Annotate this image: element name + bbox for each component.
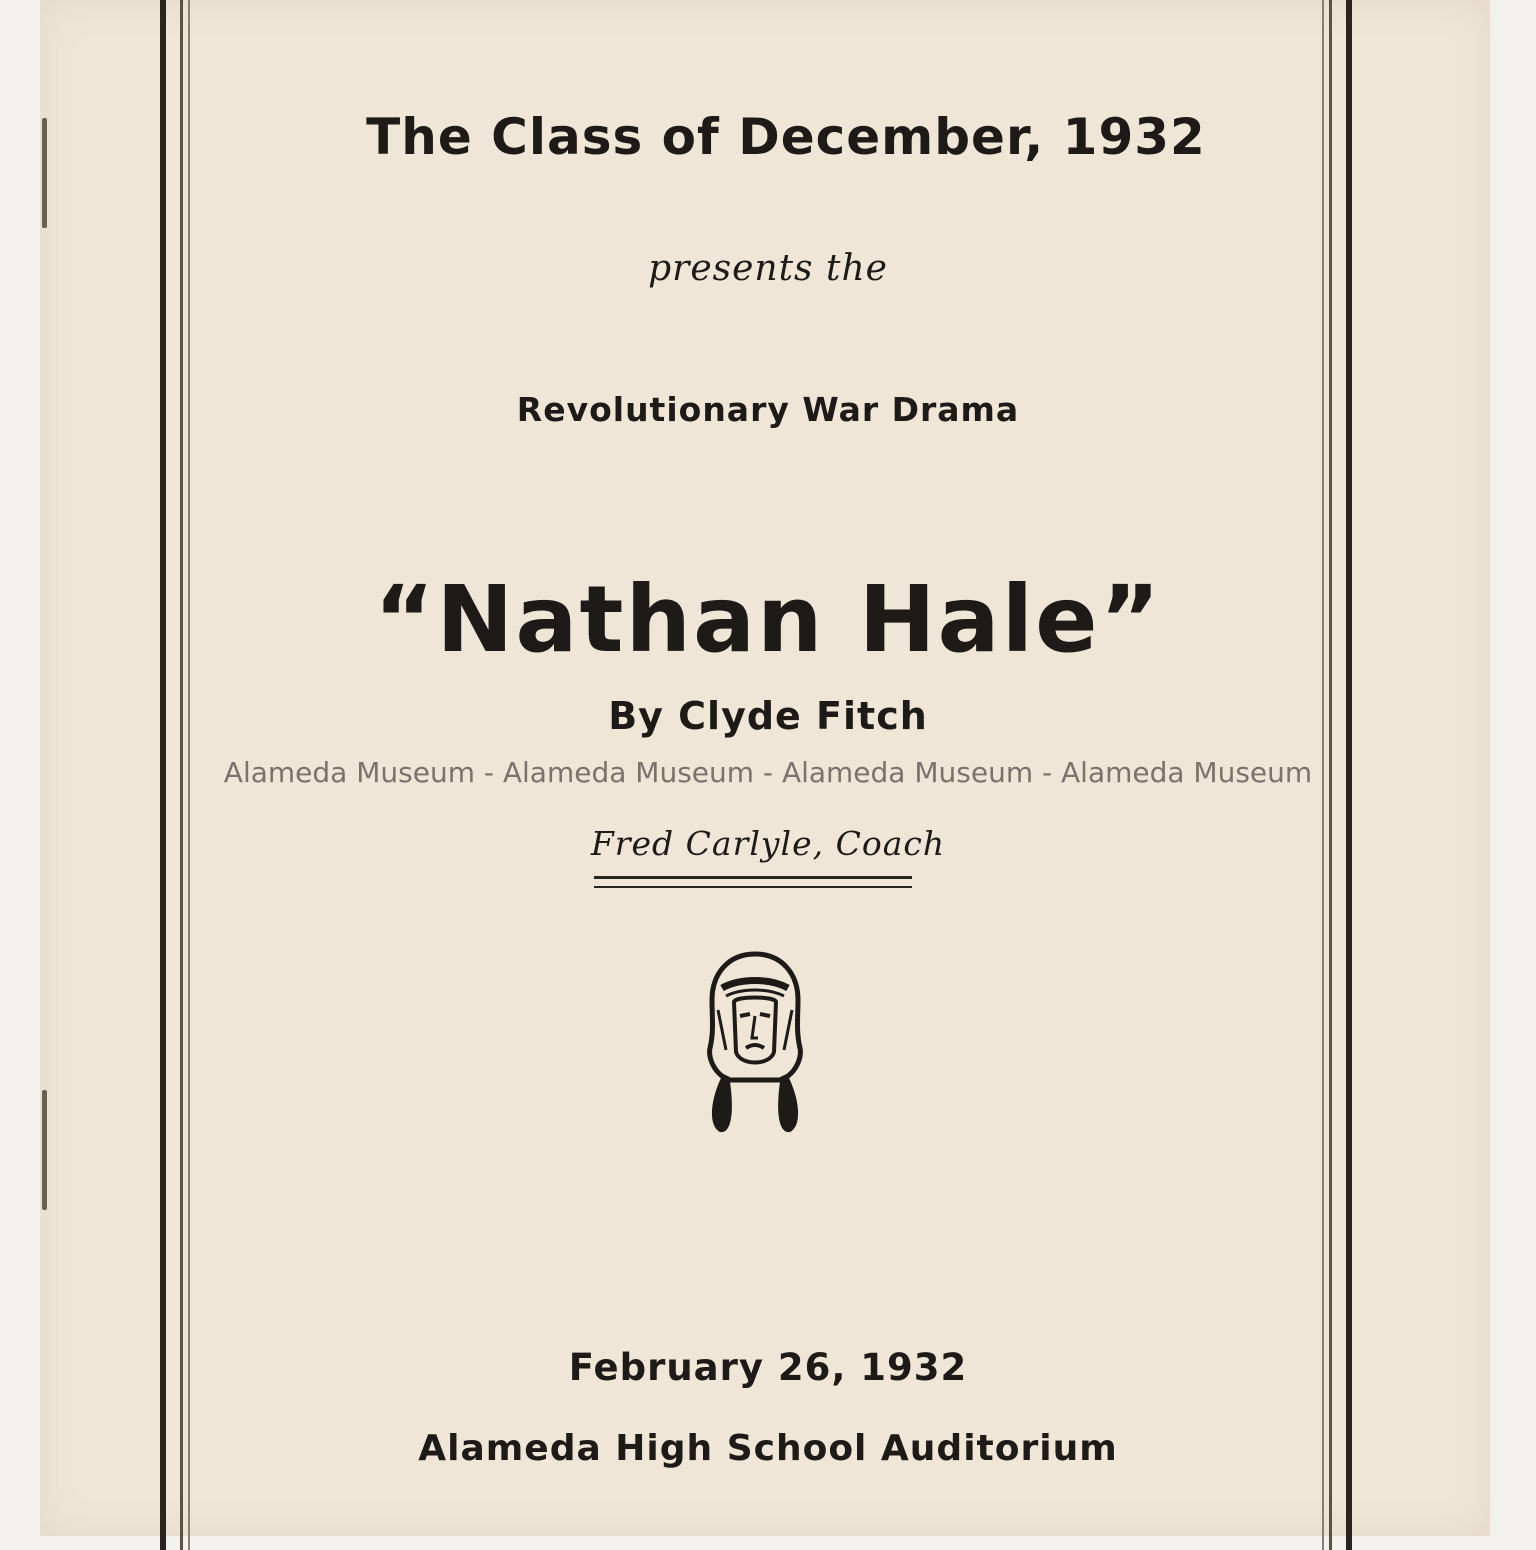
play-title: “Nathan Hale”	[373, 566, 1163, 673]
double-rule-divider	[594, 876, 912, 888]
class-heading: The Class of December, 1932	[366, 108, 1206, 166]
coach-credit: Fred Carlyle, Coach	[590, 824, 946, 863]
performance-date: February 26, 1932	[568, 1346, 968, 1389]
staple-bottom	[42, 1090, 47, 1210]
helmeted-head-emblem-icon	[700, 950, 810, 1136]
presents-text: presents the	[648, 248, 888, 289]
museum-watermark: Alameda Museum - Alameda Museum - Alameda Museum - Alameda Museum	[223, 756, 1313, 789]
author-credit: By Clyde Fitch	[608, 694, 928, 738]
performance-venue: Alameda High School Auditorium	[418, 1428, 1118, 1469]
genre-text: Revolutionary War Drama	[516, 390, 1020, 429]
